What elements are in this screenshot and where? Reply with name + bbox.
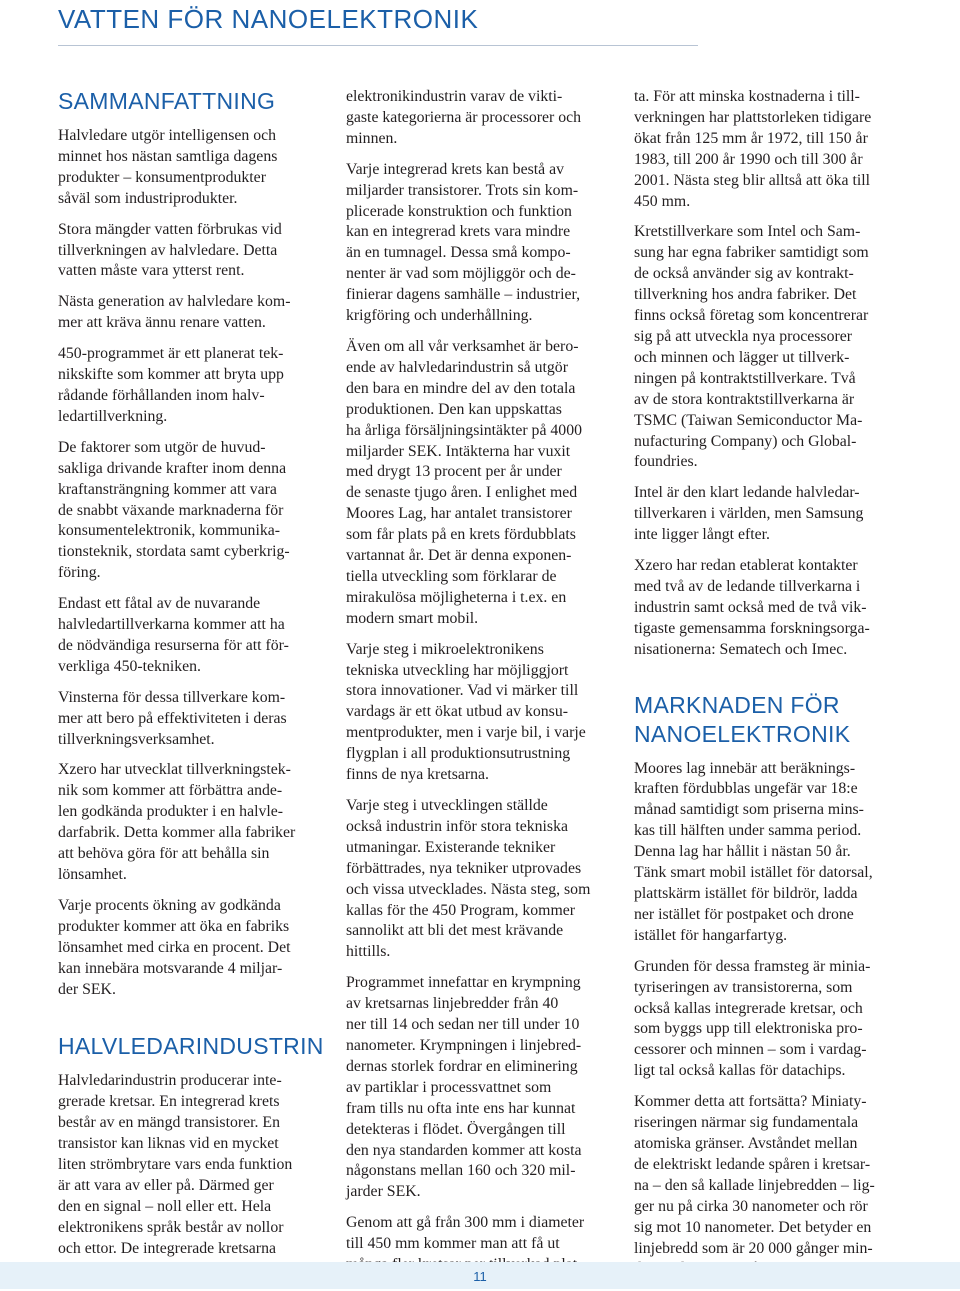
page-number: 11 — [473, 1269, 487, 1284]
paragraph: Nästa generation av halvledare kom- mer att kräva ännu renare vatten. — [58, 293, 291, 332]
column-left — [58, 84, 330, 1291]
paragraph: Stora mängder vatten förbrukas vid tillverkningen av halvledare. Detta vatten måste vara ytterst rent. — [58, 220, 282, 280]
paragraph: Varje steg i utvecklingen ställde också industrin inför stora tekniska utmaningar. Existerande tekniker förbättrades, nya tekniker utprovades och vissa utvecklades. Nästa steg, som kallas för the 450 Program, kommer sannolikt att bli det mest krävande hittills. — [346, 797, 591, 961]
paragraph: Moores lag innebär att beräknings- kraften fördubblas ungefär var 18:e månad samtidigt som priserna mins- kas till hälften under samma period. Denna lag har hållit i nästan 50 år. Tänk smart mobil istället för datorsal, plattskärm istället för bildrör, ladda ner istället för postpaket och drone istället för hangarfartyg. — [634, 759, 873, 944]
page-title: VATTEN FÖR NANOELEKTRONIK — [58, 4, 479, 34]
paragraph: De faktorer som utgör de huvud- sakliga drivande krafter inom denna kraftansträngning kommer att vara de snabbt växande marknaderna för konsumentelektronik, kommunika- tionsteknik, stordata samt cyberkrig- föring. — [58, 438, 290, 582]
paragraph: Genom att gå från 300 mm i diameter till 450 mm kommer man att få ut — [346, 1214, 585, 1253]
paragraph: Varje steg i mikroelektronikens tekniska utveckling har möjliggjort stora innovationer. Vad vi märker till vardags är ett ökat utbud av konsu- mentprodukter, men i varje bil, i varje flygplan i all produktionsutrustning finns de nya kretsarna. — [346, 640, 586, 784]
paragraph: Xzero har utvecklat tillverkningstek- nik som kommer att förbättra ande- len godkända produkter i en halvle- darfabrik. Detta kommer alla fabriker att behöva göra för att behålla sin lönsamhet. — [58, 761, 296, 883]
paragraph: Grunden för dessa framsteg är minia- tyriseringen av transistorerna, som också kallas integrerade kretsar, och som byggs upp till elektroniska pro- cessorer och minnen – som i vardag- ligt tal också kallas för datachips. — [634, 957, 871, 1080]
paragraph: Endast ett fåtal av de nuvarande halvledartillverkarna kommer att ha de nödvändiga resurserna för att för- verkliga 450-tekniken. — [58, 595, 289, 675]
paragraph: Även om all vår verksamhet är bero- ende av halvledarindustrin så utgör den bara en mindre del av den totala produktionen. Den kan uppskattas ha årliga försäljningsintäkter på 4000 miljarder SEK. Intäkterna har vuxit med drygt 13 procent per år under de senaste tjugo åren. I enlighet med Moores Lag, har antalet transistorer som får plats på en krets fördubblats vartannat år. Det är denna exponen- tiella utveckling som förklarar de mirakulösa möjligheterna i t.ex. en modern smart mobil. — [346, 337, 583, 627]
column-right — [634, 84, 906, 1290]
paragraph: Kommer detta att fortsätta? Miniaty- riseringen närmar sig fundamentala atomiska gränser. Avståndet mellan de elektriskt ledande spåren i kretsar- na – den så kallade linjebredden – lig- ger nu på cirka 30 nanometer och rör sig mot 10 nanometer. Det betyder en linjebredd som är 20 000 gånger min- — [634, 1093, 875, 1257]
paragraph: Halvledare utgör intelligensen och minnet hos nästan samtliga dagens produkter – konsumentprodukter såväl som industriprodukter. — [58, 127, 278, 207]
paragraph: ta. För att minska kostnaderna i till- verkningen har plattstorleken tidigare ökat från 125 mm år 1972, till 150 år 1983, till 200 år 1990 och till 300 år 2001. Nästa steg blir alltså att öka till 450 mm. — [634, 88, 872, 210]
paragraph: Halvledarindustrin producerar inte- grerade kretsar. En integrerad krets består av en mängd transistorer. En transistor kan liknas vid en mycket liten strömbrytare vars enda funktion är att vara av eller på. Därmed ger den en signal – noll eller ett. Hela elektronikens språk består av nollor och ettor. De integrerade kretsarna — [58, 1072, 293, 1257]
paragraph: Programmet innefattar en krympning av kretsarnas linjebredder från 40 ner till 14 och sedan ner till under 10 nanometer. Krympningen i linjebred- dernas storlek fordrar en eliminering av partiklar i processvattnet som fram tills nu ofta inte ens har kunnat detekteras i flödet. Övergången till den nya standarden kommer att kosta någonstans mellan 160 och 320 mil- jarder SEK. — [346, 974, 582, 1201]
paragraph: Xzero har redan etablerat kontakter med två av de ledande tillverkarna i industrin samt också med de två vik- tigaste gemensamma forskningsorga- nisationerna: Sematech och Imec. — [634, 557, 870, 658]
paragraph: Varje procents ökning av godkända produkter kommer att öka en fabriks lönsamhet med cirka en procent. Det kan innebära motsvarande 4 miljar- der SEK. — [58, 896, 291, 998]
paragraph: 450-programmet är ett planerat tek- nikskifte som kommer att bryta upp rådande förhållanden inom halv- ledartillverkning. — [58, 345, 284, 425]
paragraph: Vinsterna för dessa tillverkare kom- mer att bero på effektiviteten i deras tillverkningsverksamhet. — [58, 688, 287, 748]
title-divider — [58, 45, 698, 46]
section-heading-halvledarindustrin: HALVLEDARINDUSTRIN — [58, 1033, 324, 1060]
paragraph: Intel är den klart ledande halvledar- tillverkaren i världen, men Samsung inte ligger långt efter. — [634, 484, 864, 544]
paragraph: Varje integrerad krets kan bestå av miljarder transistorer. Trots sin kom- plicerade konstruktion och funktion kan en integrerad krets vara mindre än en tumnagel. Dessa små kompo- nenter är vad som möjliggör och de- finierar dagens samhälle – industrier, krigföring och underhållning. — [346, 160, 581, 325]
column-middle — [346, 84, 618, 1286]
section-heading-marknaden: MARKNADEN FÖR NANOELEKTRONIK — [634, 691, 851, 747]
section-heading-sammanfattning: SAMMANFATTNING — [58, 88, 276, 114]
paragraph: Kretstillverkare som Intel och Sam- sung har egna fabriker samtidigt som de också använder sig av kontrakt- tillverkning hos andra fabriker. Det finns också företag som koncentrerar sig på att utveckla nya processorer och minnen och lägger ut tillverk- ningen på kontraktstillverkare. Två av de stora kontraktstillverkarna är TSMC (Taiwan Semiconductor Ma- nufacturing Company) och Global- foundries. — [634, 223, 869, 471]
paragraph: elektronikindustrin varav de vikti- gaste kategorierna är processorer och minnen. — [346, 88, 582, 147]
